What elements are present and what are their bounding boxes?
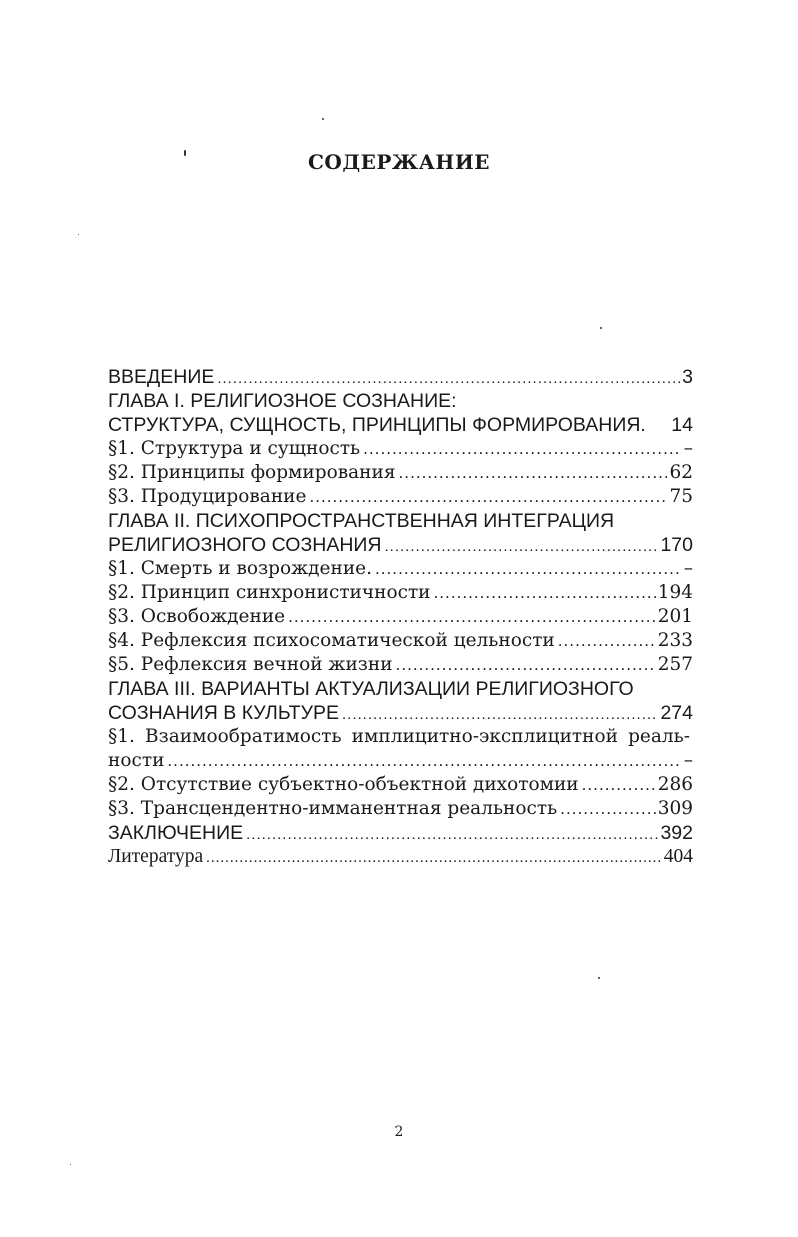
toc-entry-chapter-3 xyxy=(108,678,693,702)
toc-leader-dots xyxy=(167,752,681,770)
toc-entry-chapter-3-cont xyxy=(108,702,693,726)
toc-page-number: 274 xyxy=(660,702,693,724)
toc-entry-introduction xyxy=(108,366,693,390)
toc-entry-section xyxy=(108,654,693,678)
toc-entry-label: §1. Структура и сущность xyxy=(108,438,361,459)
page-number: 2 xyxy=(394,1124,404,1140)
toc-entry-label: §1. Смерть и возрождение. xyxy=(108,558,372,579)
toc-leader-dots xyxy=(385,538,659,555)
toc-page-number: – xyxy=(683,750,693,771)
toc-leader-dots xyxy=(399,464,668,482)
toc-entry-label: ВВЕДЕНИЕ xyxy=(108,366,215,388)
toc-entry-label: СТРУКТУРА, СУЩНОСТЬ, ПРИНЦИПЫ ФОРМИРОВАНИЯ. xyxy=(108,414,646,436)
toc-page-number: 233 xyxy=(657,630,693,651)
toc-entry-label: §2. Отсутствие субъектно-объектной дихотомии xyxy=(108,774,579,795)
toc-leader-dots xyxy=(582,776,656,794)
toc-entry-label: ГЛАВА II. ПСИХОПРОСТРАНСТВЕННАЯ ИНТЕГРАЦИЯ xyxy=(108,510,615,532)
toc-entry-section xyxy=(108,774,693,798)
toc-entry-section xyxy=(108,726,693,750)
toc-page-number: 392 xyxy=(660,822,693,844)
toc-entry-label: §2. Принципы формирования xyxy=(108,462,396,483)
toc-entry-section xyxy=(108,798,693,822)
toc-leader-dots xyxy=(342,706,658,723)
toc-entry-chapter-1-cont xyxy=(108,414,693,438)
toc-leader-dots xyxy=(560,800,656,818)
toc-leader-dots xyxy=(558,632,656,650)
scan-speck xyxy=(322,118,324,120)
scan-speck xyxy=(78,234,79,235)
toc-entry-section xyxy=(108,438,693,462)
toc-leader-dots xyxy=(434,584,656,602)
toc-entry-label: ГЛАВА III. ВАРИАНТЫ АКТУАЛИЗАЦИИ РЕЛИГИОЗНОГО xyxy=(108,678,634,700)
toc-entry-label: Литература xyxy=(108,846,204,867)
toc-entry-section-cont xyxy=(108,750,693,774)
toc-page-number: 170 xyxy=(660,534,693,556)
scan-speck xyxy=(600,327,602,329)
toc-page-number: – xyxy=(683,558,693,579)
toc-entry-label: §3. Освобождение xyxy=(108,606,286,627)
toc-page-number: 309 xyxy=(657,798,693,819)
toc-page-number: 201 xyxy=(657,606,693,627)
toc-entry-chapter-2-cont xyxy=(108,534,693,558)
toc-page-number: 194 xyxy=(657,582,693,603)
page-title: СОДЕРЖАНИЕ xyxy=(308,150,490,174)
toc-entry-chapter-2 xyxy=(108,510,693,534)
toc-entry-label: §3. Трансцендентно-имманентная реальность xyxy=(108,798,558,819)
toc-entry-literature xyxy=(108,846,693,870)
toc-leader-dots xyxy=(217,370,680,387)
toc-page-number: – xyxy=(683,438,693,459)
toc-entry-label: ГЛАВА I. РЕЛИГИОЗНОЕ СОЗНАНИЕ: xyxy=(108,390,457,412)
toc-page-number: 257 xyxy=(657,654,693,675)
toc-page-number: 404 xyxy=(663,846,693,867)
toc-leader-dots xyxy=(363,440,682,458)
scan-speck xyxy=(598,977,600,979)
toc-entry-section xyxy=(108,486,693,510)
table-of-contents xyxy=(108,366,693,870)
toc-page-number: 14 xyxy=(671,414,693,436)
toc-entry-conclusion xyxy=(108,822,693,846)
toc-leader-dots xyxy=(246,826,658,843)
toc-page-number: 62 xyxy=(669,462,693,483)
scan-speck xyxy=(70,1164,71,1165)
toc-page-number: 75 xyxy=(669,486,693,507)
toc-entry-label: §5. Рефлексия вечной жизни xyxy=(108,654,393,675)
toc-entry-chapter-1 xyxy=(108,390,693,414)
toc-entry-section xyxy=(108,462,693,486)
toc-entry-label: РЕЛИГИОЗНОГО СОЗНАНИЯ xyxy=(108,534,382,556)
toc-leader-dots xyxy=(309,488,667,506)
toc-entry-label: §2. Принцип синхронистичности xyxy=(108,582,431,603)
toc-leader-dots xyxy=(288,608,656,626)
toc-page-number: 3 xyxy=(682,366,693,388)
toc-leader-dots xyxy=(375,560,682,578)
toc-entry-label: §3. Продуцирование xyxy=(108,486,307,507)
toc-entry-label: СОЗНАНИЯ В КУЛЬТУРЕ xyxy=(108,702,339,724)
toc-entry-label: ности xyxy=(108,750,165,771)
toc-page-number: 286 xyxy=(657,774,693,795)
toc-entry-label: ЗАКЛЮЧЕНИЕ xyxy=(108,822,244,844)
toc-entry-section xyxy=(108,630,693,654)
toc-leader-dots xyxy=(206,850,662,867)
toc-entry-label: §1. Взаимообратимость имплицитно-эксплицитной реаль- xyxy=(108,726,690,747)
scan-speck xyxy=(184,150,186,156)
toc-entry-section xyxy=(108,606,693,630)
toc-entry-section xyxy=(108,558,693,582)
toc-entry-section xyxy=(108,582,693,606)
toc-leader-dots xyxy=(396,656,656,674)
toc-entry-label: §4. Рефлексия психосоматической цельности xyxy=(108,630,555,651)
